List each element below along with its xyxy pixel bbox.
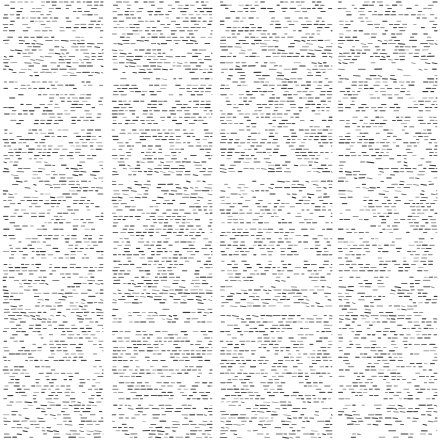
- dash-mark: [205, 188, 212, 189]
- dash-mark: [50, 197, 54, 198]
- dash-mark: [296, 53, 300, 54]
- dash-mark: [89, 402, 94, 403]
- dash-mark: [45, 162, 48, 163]
- dash-mark: [394, 412, 399, 413]
- dash-mark: [176, 188, 180, 189]
- dash-mark: [325, 296, 327, 297]
- dash-mark: [324, 188, 326, 189]
- dash-mark: [90, 175, 96, 176]
- dash-mark: [303, 421, 306, 422]
- dash-mark: [416, 178, 420, 179]
- dash-mark: [430, 165, 436, 166]
- dash-mark: [315, 415, 319, 416]
- dash-mark: [198, 197, 203, 198]
- dash-mark: [314, 162, 318, 163]
- dash-mark: [203, 168, 205, 169]
- dash-mark: [21, 312, 26, 313]
- dash-mark: [133, 72, 137, 73]
- dash-mark: [302, 40, 305, 41]
- dash-mark: [25, 402, 32, 403]
- dash-mark: [158, 197, 163, 198]
- dash-mark: [25, 188, 30, 189]
- dash-mark: [373, 424, 378, 425]
- dash-mark: [309, 197, 311, 198]
- dash-mark: [272, 412, 276, 413]
- dash-mark: [141, 162, 145, 163]
- dash-mark: [237, 293, 241, 294]
- dash-mark: [352, 421, 357, 422]
- dash-mark: [207, 434, 210, 435]
- dash-mark: [413, 168, 416, 169]
- dash-mark: [77, 40, 79, 41]
- dash-mark: [230, 306, 237, 307]
- dash-mark: [260, 44, 267, 45]
- dash-mark: [203, 181, 205, 182]
- dash-mark: [97, 188, 103, 189]
- dash-mark: [158, 44, 160, 45]
- dash-mark: [420, 194, 424, 195]
- dash-mark: [421, 184, 426, 185]
- dash-mark: [234, 434, 237, 435]
- dash-mark: [80, 188, 82, 189]
- dash-mark: [135, 184, 141, 185]
- dash-mark: [312, 63, 317, 64]
- dash-mark: [187, 181, 190, 182]
- dash-mark: [41, 405, 47, 406]
- dash-mark: [65, 424, 72, 425]
- dash-mark: [308, 72, 311, 73]
- dash-mark: [95, 47, 100, 48]
- dash-mark: [118, 197, 122, 198]
- dash-mark: [130, 63, 136, 64]
- dash-mark: [286, 181, 290, 182]
- dash-mark: [288, 418, 292, 419]
- dash-mark: [128, 188, 131, 189]
- dash-mark: [276, 79, 283, 80]
- dash-mark: [182, 280, 185, 281]
- dash-mark: [429, 44, 433, 45]
- dash-mark: [82, 300, 85, 301]
- dash-mark: [278, 50, 284, 51]
- dash-mark: [61, 40, 68, 41]
- dash-mark: [38, 319, 42, 320]
- dash-mark: [71, 168, 77, 169]
- dash-mark: [425, 69, 428, 70]
- dash-mark: [203, 421, 207, 422]
- dash-mark: [338, 47, 341, 48]
- dash-mark: [345, 172, 351, 173]
- dash-mark: [32, 319, 36, 320]
- dash-mark: [152, 408, 159, 409]
- dash-mark: [206, 290, 212, 291]
- dash-mark: [79, 60, 82, 61]
- dash-mark: [226, 428, 229, 429]
- dash-mark: [250, 168, 254, 169]
- dash-mark: [147, 188, 149, 189]
- dash-mark: [69, 405, 72, 406]
- dash-mark: [283, 296, 286, 297]
- column-gutter: [333, 0, 337, 440]
- dash-mark: [266, 162, 271, 163]
- dash-mark: [346, 290, 353, 291]
- dash-mark: [323, 434, 326, 435]
- dash-mark: [47, 431, 52, 432]
- dash-mark: [309, 50, 313, 51]
- dash-mark: [365, 312, 371, 313]
- dash-mark: [193, 175, 198, 176]
- dash-mark: [345, 415, 352, 416]
- dash-mark: [355, 178, 357, 179]
- column-gutter: [214, 0, 218, 440]
- dash-mark: [346, 319, 350, 320]
- dash-mark: [367, 178, 372, 179]
- dash-mark: [292, 197, 295, 198]
- dash-mark: [102, 168, 103, 169]
- dash-mark: [198, 303, 203, 304]
- column-gutter: [105, 0, 109, 440]
- dash-mark: [144, 184, 151, 185]
- dash-mark: [250, 296, 255, 297]
- dash-mark: [269, 168, 274, 169]
- dash-mark: [398, 44, 404, 45]
- dash-mark: [196, 296, 201, 297]
- dash-mark: [152, 290, 159, 291]
- dash-mark: [5, 66, 9, 67]
- dash-mark: [60, 56, 62, 57]
- dash-mark: [101, 72, 103, 73]
- dash-mark: [272, 287, 276, 288]
- dash-mark: [101, 66, 103, 67]
- dash-mark: [395, 191, 401, 192]
- dash-mark: [258, 424, 262, 425]
- dash-mark: [125, 434, 129, 435]
- dash-mark: [428, 421, 433, 422]
- dash-mark: [328, 300, 331, 301]
- dash-mark: [199, 424, 206, 425]
- dash-mark: [423, 424, 427, 425]
- dash-mark: [17, 434, 21, 435]
- dash-mark: [163, 69, 168, 70]
- dash-mark: [15, 50, 22, 51]
- dash-mark: [148, 296, 153, 297]
- dash-mark: [3, 290, 8, 291]
- dash-mark: [339, 63, 341, 64]
- dash-mark: [190, 197, 196, 198]
- dash-mark: [295, 40, 301, 41]
- dash-mark: [100, 300, 103, 301]
- dash-mark: [42, 280, 45, 281]
